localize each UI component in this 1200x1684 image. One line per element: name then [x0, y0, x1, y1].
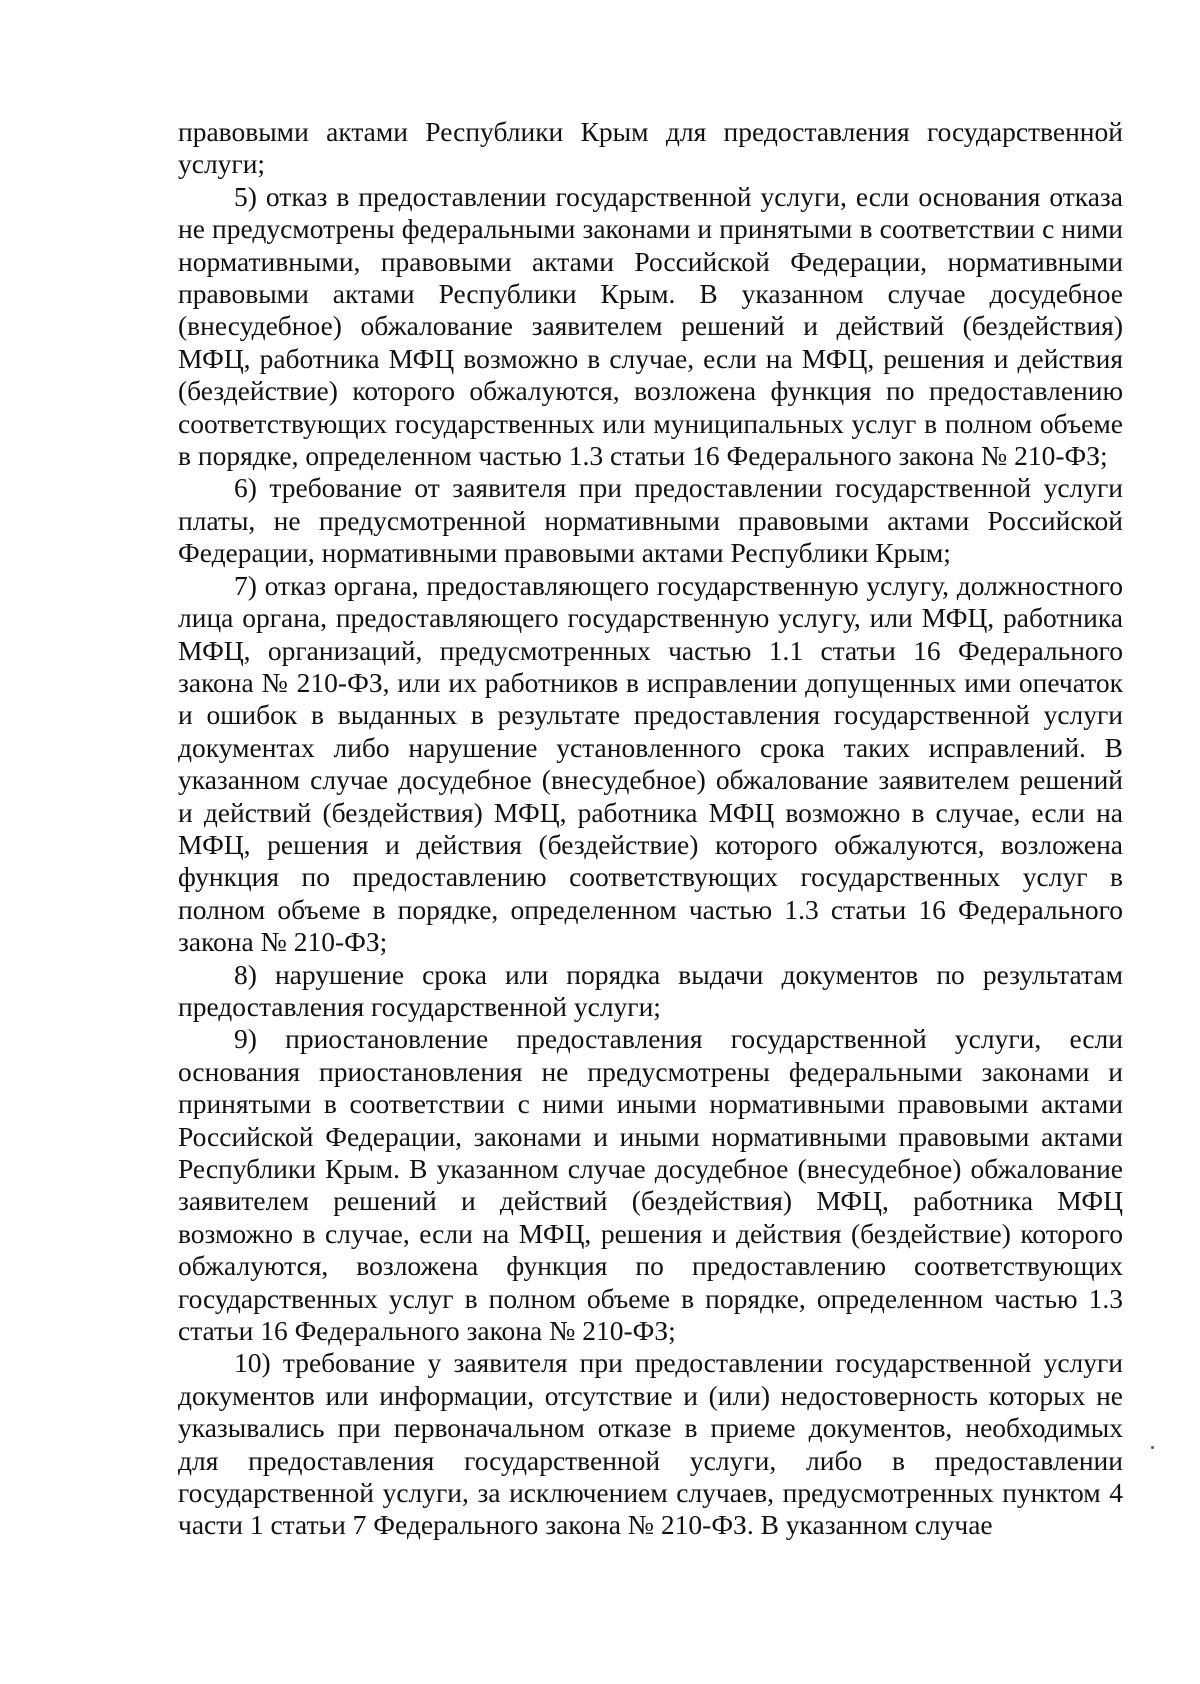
- paragraph-item-8: 8) нарушение срока или порядка выдачи документов по результатам предоставления государственной услуги;: [178, 958, 1123, 1022]
- paragraph-item-6: 6) требование от заявителя при предоставлении государственной услуги платы, не предусмотренной нормативными правовыми актами Российской Федерации, нормативными правовыми актами Республики Крым;: [178, 472, 1123, 569]
- paragraph-item-10: 10) требование у заявителя при предоставлении государственной услуги документов или информации, отсутствие и (или) недостоверность которых не указывались при первоначальном отказе в приеме документов, необходимых для предоставления государственной услуги, либо в предоставлении государственной услуги, за исключением случаев, предусмотренных пунктом 4 части 1 статьи 7 Федерального закона № 210-ФЗ. В указанном случае: [178, 1347, 1123, 1541]
- paragraph-item-9: 9) приостановление предоставления государственной услуги, если основания приостановления не предусмотрены федеральными законами и принятыми в соответствии с ними иными нормативными правовыми актами Российской Федерации, законами и иными нормативными правовыми актами Республики Крым. В указанном случае досудебное (внесудебное) обжалование заявителем решений и действий (бездействия) МФЦ, работника МФЦ возможно в случае, если на МФЦ, решения и действия (бездействие) которого обжалуются, возложена функция по предоставлению соответствующих государственных услуг в полном объеме в порядке, определенном частью 1.3 статьи 16 Федерального закона № 210-ФЗ;: [178, 1023, 1123, 1347]
- document-body: [178, 116, 1123, 1542]
- scan-speck: [1151, 1446, 1154, 1449]
- paragraph-item-5: 5) отказ в предоставлении государственной услуги, если основания отказа не предусмотрены федеральными законами и принятыми в соответствии с ними нормативными, правовыми актами Российской Федерации, нормативными правовыми актами Республики Крым. В указанном случае досудебное (внесудебное) обжалование заявителем решений и действий (бездействия) МФЦ, работника МФЦ возможно в случае, если на МФЦ, решения и действия (бездействие) которого обжалуются, возложена функция по предоставлению соответствующих государственных или муниципальных услуг в полном объеме в порядке, определенном частью 1.3 статьи 16 Федерального закона № 210-ФЗ;: [178, 180, 1123, 472]
- paragraph-item-7: 7) отказ органа, предоставляющего государственную услугу, должностного лица органа, предоставляющего государственную услугу, или МФЦ, работника МФЦ, организаций, предусмотренных частью 1.1 статьи 16 Федерального закона № 210-ФЗ, или их работников в исправлении допущенных ими опечаток и ошибок в выданных в результате предоставления государственной услуги документах либо нарушение установленного срока таких исправлений. В указанном случае досудебное (внесудебное) обжалование заявителем решений и действий (бездействия) МФЦ, работника МФЦ возможно в случае, если на МФЦ, решения и действия (бездействие) которого обжалуются, возложена функция по предоставлению соответствующих государственных услуг в полном объеме в порядке, определенном частью 1.3 статьи 16 Федерального закона № 210-ФЗ;: [178, 569, 1123, 958]
- paragraph-continuation: правовыми актами Республики Крым для предоставления государственной услуги;: [178, 116, 1123, 180]
